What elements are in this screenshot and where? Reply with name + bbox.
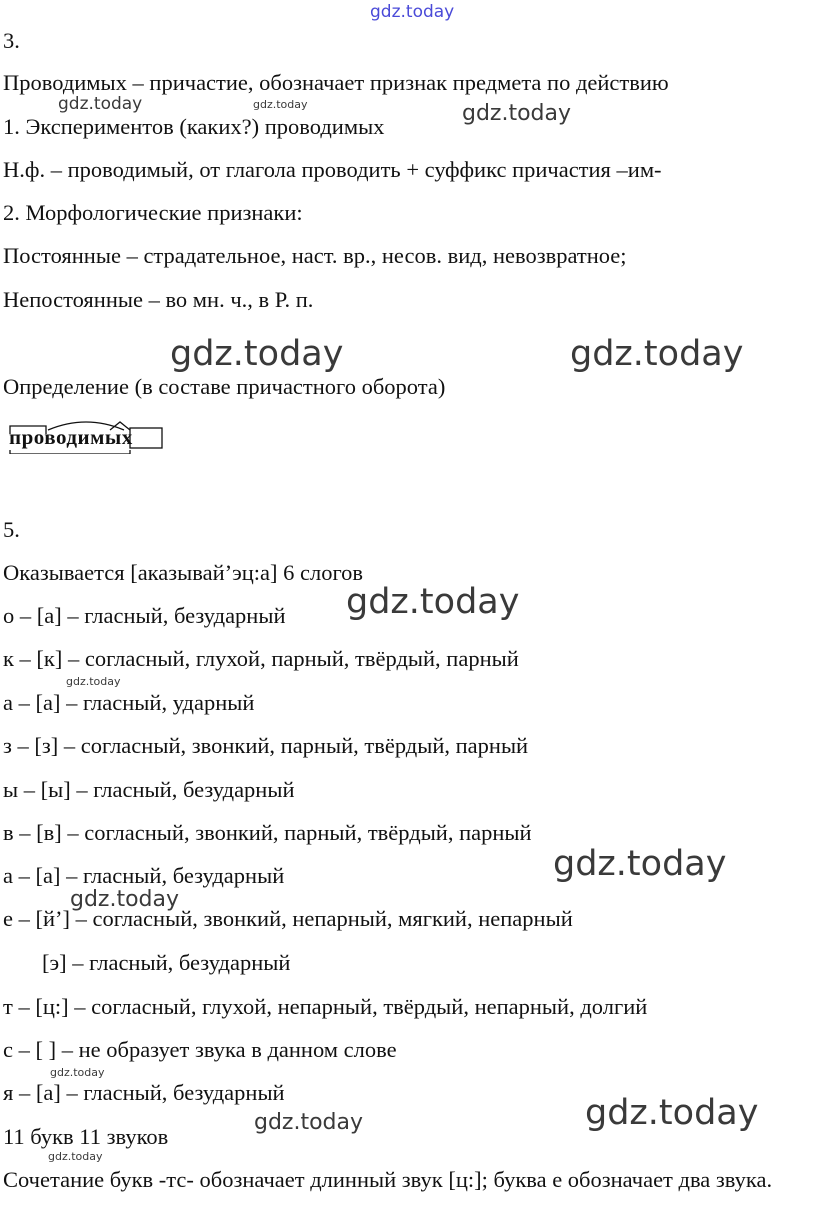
sound-row: в – [в] – согласный, звонкий, парный, твёрдый, парный	[3, 820, 532, 845]
watermark: gdz.today	[70, 887, 180, 912]
watermark: gdz.today	[370, 2, 455, 22]
sound-row: з – [з] – согласный, звонкий, парный, твёрдый, парный	[3, 733, 529, 758]
sound-row: ы – [ы] – гласный, безударный	[3, 777, 295, 802]
section-5-number: 5.	[3, 517, 20, 542]
watermark: gdz.today	[346, 582, 520, 622]
watermark: gdz.today	[48, 1150, 103, 1163]
watermark: gdz.today	[58, 94, 143, 114]
sound-row: е – [й’] – согласный, звонкий, непарный, мягкий, непарный	[3, 906, 573, 931]
section-3-initial-form: Н.ф. – проводимый, от глагола проводить + суффикс причастия –им-	[3, 157, 662, 182]
sound-row: [э] – гласный, безударный	[42, 950, 291, 975]
morpheme-diagram	[6, 414, 166, 454]
watermark: gdz.today	[553, 844, 727, 884]
watermark: gdz.today	[253, 98, 308, 111]
watermark: gdz.today	[570, 334, 744, 374]
watermark: gdz.today	[254, 1110, 364, 1135]
section-3-item-2: 2. Морфологические признаки:	[3, 200, 303, 225]
sound-row: т – [ц:] – согласный, глухой, непарный, твёрдый, непарный, долгий	[3, 994, 648, 1019]
section-3-number: 3.	[3, 28, 20, 53]
sound-row: о – [а] – гласный, безударный	[3, 603, 286, 628]
sound-row: к – [к] – согласный, глухой, парный, твёрдый, парный	[3, 646, 519, 671]
letter-sound-count: 11 букв 11 звуков	[3, 1124, 169, 1149]
watermark: gdz.today	[170, 334, 344, 374]
section-3-intro: Проводимых – причастие, обозначает признак предмета по действию	[3, 70, 669, 95]
section-5-word-line: Оказывается [аказывай’эц:а] 6 слогов	[3, 560, 364, 585]
sound-row: с – [ ] – не образует звука в данном слове	[3, 1037, 397, 1062]
section-3-variable-features: Непостоянные – во мн. ч., в Р. п.	[3, 287, 314, 312]
watermark: gdz.today	[66, 675, 121, 688]
sound-row: а – [а] – гласный, ударный	[3, 690, 255, 715]
note-paragraph: Сочетание букв -тс- обозначает длинный звук [ц:]; буква е обозначает два звука.	[3, 1167, 773, 1192]
section-3-syntactic-role: Определение (в составе причастного оборота)	[3, 374, 446, 399]
watermark: gdz.today	[585, 1093, 759, 1133]
watermark: gdz.today	[50, 1066, 105, 1079]
section-3-constant-features: Постоянные – страдательное, наст. вр., несов. вид, невозвратное;	[3, 243, 627, 268]
sound-row: а – [а] – гласный, безударный	[3, 863, 285, 888]
section-3-item-1: 1. Экспериментов (каких?) проводимых	[3, 114, 385, 139]
morpheme-word: проводимых	[9, 425, 133, 449]
watermark: gdz.today	[462, 101, 572, 126]
sound-row: я – [а] – гласный, безударный	[3, 1080, 285, 1105]
